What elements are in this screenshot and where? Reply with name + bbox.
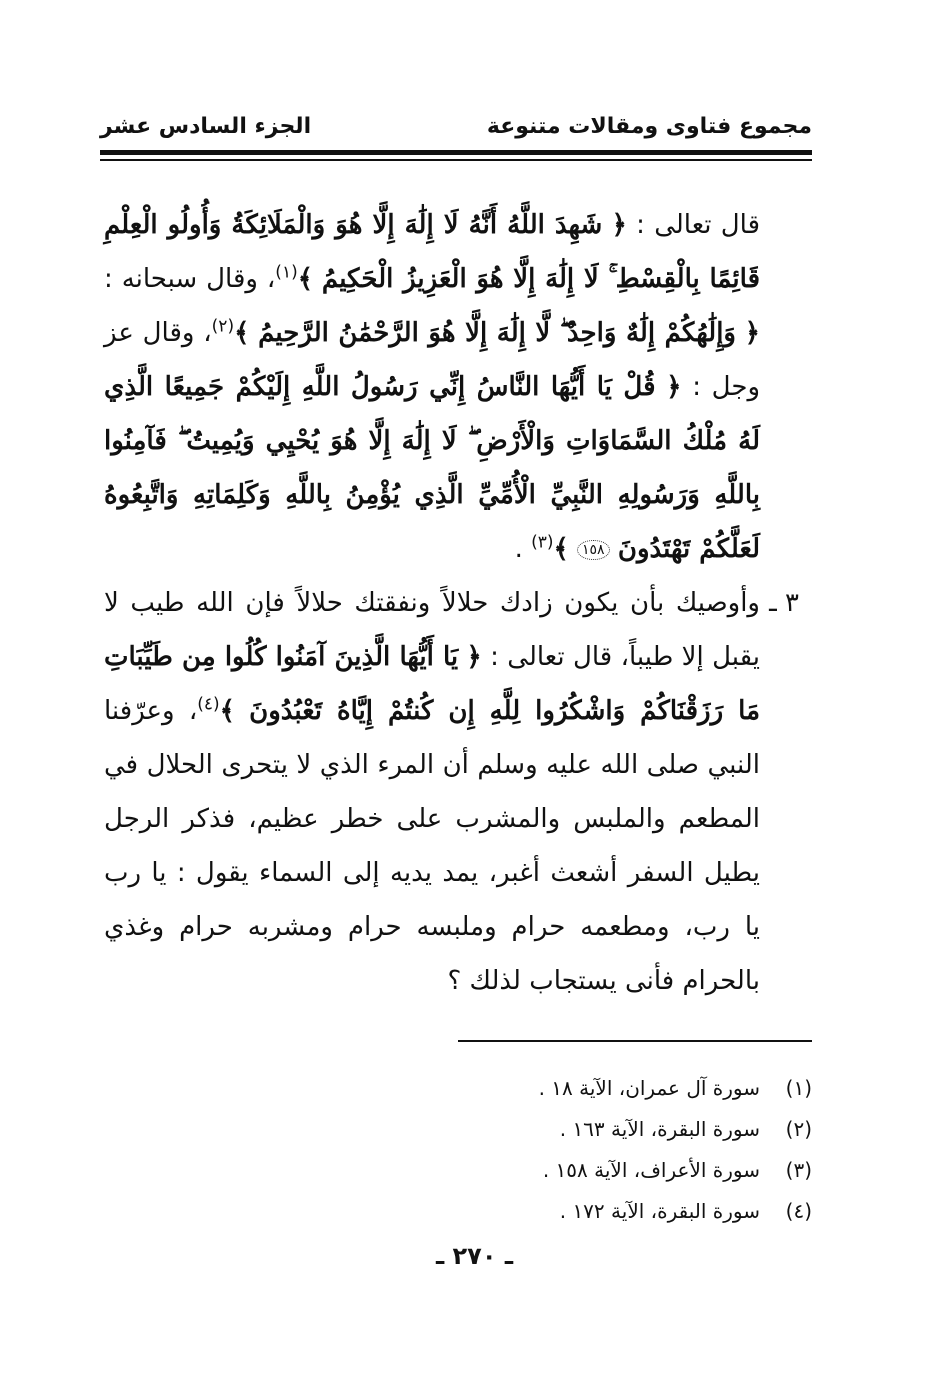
main-text <box>104 198 799 1008</box>
footnote-ref-4: (٤) <box>197 694 220 715</box>
footnote-item <box>400 1068 812 1109</box>
footnote-number: (٢) <box>785 1117 812 1141</box>
ornate-bracket-open: ﴿ <box>611 210 627 240</box>
period: . <box>514 534 532 564</box>
connector-text: ، وقال سبحانه : <box>104 264 276 294</box>
footnote-item <box>400 1191 812 1232</box>
point-number: ٣ ـ <box>769 588 799 618</box>
footnote-text: سورة الأعراف، الآية ١٥٨ . <box>542 1158 760 1182</box>
header-rule-thin <box>100 159 812 161</box>
ornate-bracket-open: ﴿ <box>466 642 482 672</box>
footnote-ref-3: (٣) <box>531 532 554 553</box>
footnote-number: (١) <box>785 1076 812 1100</box>
volume-title: الجزء السادس عشر <box>100 114 312 139</box>
footnote-separator <box>458 1040 812 1042</box>
numbered-point-3 <box>104 576 799 1008</box>
quran-verse-4: يَا أَيُّهَا الَّذِينَ آمَنُوا كُلُوا مِن طَيِّبَاتِ مَا رَزَقْنَاكُمْ وَاشْكُرُوا لِلَّهِ إِن كُنتُمْ إِيَّاهُ تَعْبُدُونَ <box>104 642 761 726</box>
quran-verse-2: وَإِلَٰهُكُمْ إِلَٰهٌ وَاحِدٌ ۖ لَّا إِلَٰهَ إِلَّا هُوَ الرَّحْمَٰنُ الرَّحِيمُ <box>258 318 736 348</box>
ornate-bracket-close: ﴾ <box>553 534 569 564</box>
connector-text: ، وقال عز وجل : <box>104 318 760 402</box>
footnote-number: (٣) <box>785 1158 812 1182</box>
ornate-bracket-open: ﴿ <box>744 318 761 348</box>
ornate-bracket-close: ﴾ <box>234 318 250 348</box>
quran-verse-3: قُلْ يَا أَيُّهَا النَّاسُ إِنِّي رَسُولُ اللَّهِ إِلَيْكُمْ جَمِيعًا الَّذِي لَهُ مُلْكُ السَّمَاوَاتِ وَالْأَرْضِ ۖ لَا إِلَٰهَ إِلَّا هُوَ يُحْيِي وَيُمِيتُ ۖ فَآمِنُوا بِاللَّهِ وَرَسُولِهِ النَّبِيِّ الْأُمِّيِّ الَّذِي يُؤْمِنُ بِاللَّهِ وَكَلِمَاتِهِ وَاتَّبِعُوهُ لَعَلَّكُمْ تَهْتَدُونَ <box>104 372 760 564</box>
intro-text: قال تعالى : <box>636 210 761 240</box>
footnote-item <box>400 1109 812 1150</box>
ornate-bracket-open: ﴿ <box>666 372 682 402</box>
paragraph-quran-quotes <box>104 198 760 576</box>
footnote-ref-2: (٢) <box>211 316 235 337</box>
advice-text: وأوصيك بأن يكون زادك حلالاً ونفقتك حلالاً فإن الله طيب لا يقبل إلا طيباً، قال تعالى : <box>104 588 761 672</box>
book-title: مجموع فتاوى ومقالات متنوعة <box>486 114 812 139</box>
running-header <box>100 112 812 146</box>
ornate-bracket-close: ﴾ <box>297 264 313 294</box>
footnotes <box>400 1068 812 1232</box>
footnote-text: سورة البقرة، الآية ١٧٢ . <box>559 1199 760 1223</box>
footnote-text: سورة آل عمران، الآية ١٨ . <box>538 1076 760 1100</box>
footnote-text: سورة البقرة، الآية ١٦٣ . <box>559 1117 760 1141</box>
hadith-text: ، وعرّفنا النبي صلى الله عليه وسلم أن المرء الذي لا يتحرى الحلال في المطعم والملبس والمشرب على خطر عظيم، فذكر الرجل يطيل السفر أشعث أغبر، يمد يديه إلى السماء يقول : يا رب يا رب، ومطعمه حرام وملبسه حرام ومشربه حرام وغذي بالحرام فأنى يستجاب لذلك ؟ <box>104 696 760 996</box>
footnote-item <box>400 1150 812 1191</box>
verse-number-marker: ١٥٨ <box>577 540 610 560</box>
header-rule-thick <box>100 150 812 155</box>
quran-verse-1: شَهِدَ اللَّهُ أَنَّهُ لَا إِلَٰهَ إِلَّا هُوَ وَالْمَلَائِكَةُ وَأُولُو الْعِلْمِ قَائِمًا بِالْقِسْطِ ۚ لَا إِلَٰهَ إِلَّا هُوَ الْعَزِيزُ الْحَكِيمُ <box>104 210 761 294</box>
page-number: ـ ٢٧٠ ـ <box>435 1242 514 1270</box>
ornate-bracket-close: ﴾ <box>219 696 235 726</box>
footnote-number: (٤) <box>785 1199 812 1223</box>
footnote-ref-1: (١) <box>275 262 298 283</box>
